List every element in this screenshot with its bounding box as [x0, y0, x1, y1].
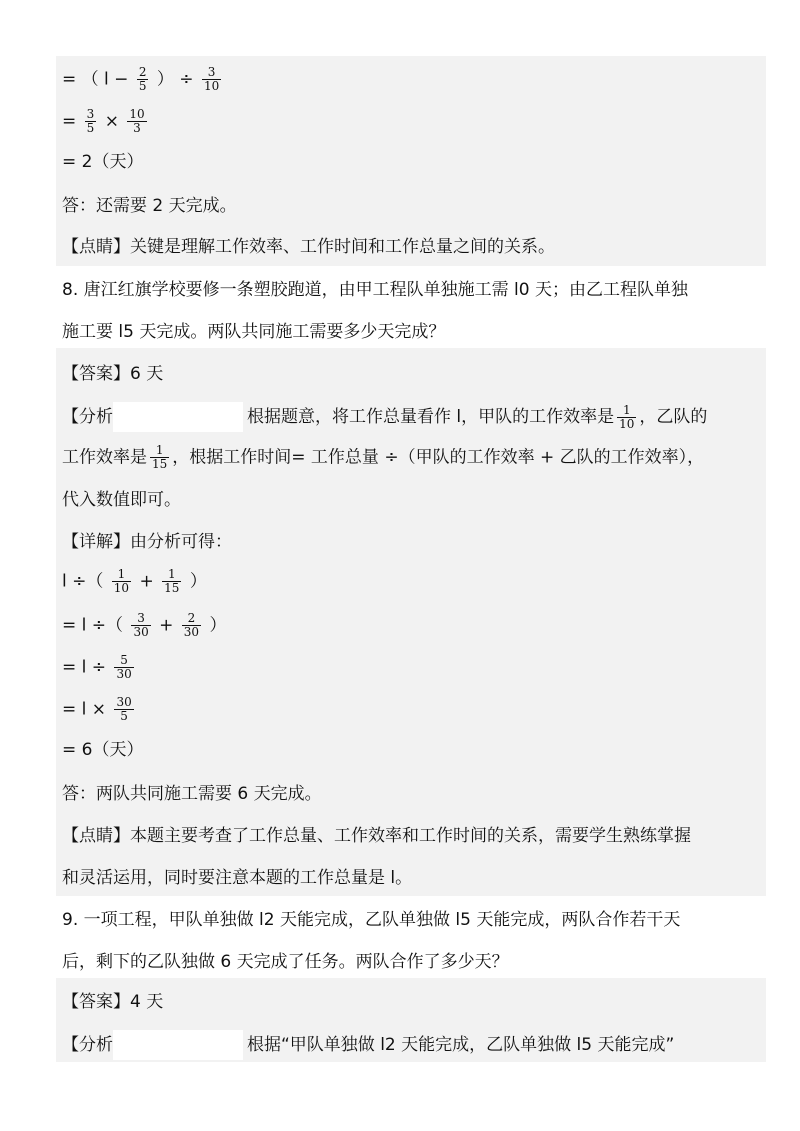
q8-detail-label: 【详解】由分析可得：	[62, 532, 232, 552]
fraction: $\frac{10}{3}$	[129, 107, 145, 135]
q8-calc-line-1: l ÷（ $\frac{1}{10}$ + $\frac{1}{15}$ ）	[62, 567, 207, 595]
q8-analysis-line-2: 工作效率是 $\frac{1}{15}$ ，根据工作时间= 工作总量 ÷（甲队的工作效率 + 乙队的工作效率），	[62, 443, 705, 471]
fraction: $\frac{3}{10}$	[203, 65, 220, 93]
redaction-box	[113, 402, 243, 432]
fraction: $\frac{2}{30}$	[183, 611, 200, 639]
fraction: $\frac{1}{15}$	[152, 443, 168, 471]
q7-answer: 答：还需要 2 天完成。	[62, 196, 237, 216]
q8-question-line-2: 施工要 l5 天完成。两队共同施工需要多少天完成？	[62, 322, 446, 342]
q8-calc-line-5: = 6（天）	[62, 740, 144, 760]
fraction: $\frac{1}{10}$	[619, 402, 635, 431]
q9-analysis-line-1: 【分析 根据“甲队单独做 l2 天能完成，乙队单独做 l5 天能完成”	[62, 1030, 674, 1060]
q8-calc-line-2: = l ÷（ $\frac{3}{30}$ + $\frac{2}{30}$ ）	[62, 611, 227, 639]
fraction: $\frac{5}{30}$	[116, 653, 132, 681]
q7-calc-line-3: = 2（天）	[62, 152, 144, 172]
q9-question-line-2: 后，剩下的乙队独做 6 天完成了任务。两队合作了多少天？	[62, 952, 509, 972]
q8-analysis-line-1: 【分析 根据题意，将工作总量看作 l，甲队的工作效率是 $\frac{1}{10}$ ，乙队的	[62, 402, 708, 431]
fraction: $\frac{1}{10}$	[113, 567, 130, 595]
fraction: $\frac{1}{15}$	[164, 567, 180, 595]
redaction-box	[113, 1030, 243, 1060]
q8-answer-label: 【答案】6 天	[62, 364, 164, 384]
q8-point-line-1: 【点睛】本题主要考查了工作总量、工作效率和工作时间的关系，需要学生熟练掌握	[62, 826, 691, 846]
fraction: $\frac{3}{5}$	[86, 107, 95, 135]
q8-point-line-2: 和灵活运用，同时要注意本题的工作总量是 l。	[62, 868, 413, 888]
q7-point: 【点睛】关键是理解工作效率、工作时间和工作总量之间的关系。	[62, 237, 555, 257]
q7-calc-line-1: = （ l − $\frac{2}{5}$ ） ÷ $\frac{3}{10}$	[62, 65, 220, 93]
q8-analysis-line-3: 代入数值即可。	[62, 490, 181, 510]
q8-question-line-1: 8. 唐江红旗学校要修一条塑胶跑道，由甲工程队单独施工需 l0 天；由乙工程队单独	[62, 280, 688, 300]
q9-answer-label: 【答案】4 天	[62, 992, 164, 1012]
q8-calc-line-3: = l ÷ $\frac{5}{30}$	[62, 653, 132, 681]
q8-answer: 答：两队共同施工需要 6 天完成。	[62, 784, 322, 804]
fraction: $\frac{2}{5}$	[138, 65, 147, 93]
fraction: $\frac{30}{5}$	[116, 695, 132, 723]
fraction: $\frac{3}{30}$	[133, 611, 149, 639]
q9-question-line-1: 9. 一项工程，甲队单独做 l2 天能完成，乙队单独做 l5 天能完成，两队合作若干天	[62, 910, 681, 930]
q7-calc-line-2: = $\frac{3}{5}$ × $\frac{10}{3}$	[62, 107, 145, 135]
q8-calc-line-4: = l × $\frac{30}{5}$	[62, 695, 132, 723]
